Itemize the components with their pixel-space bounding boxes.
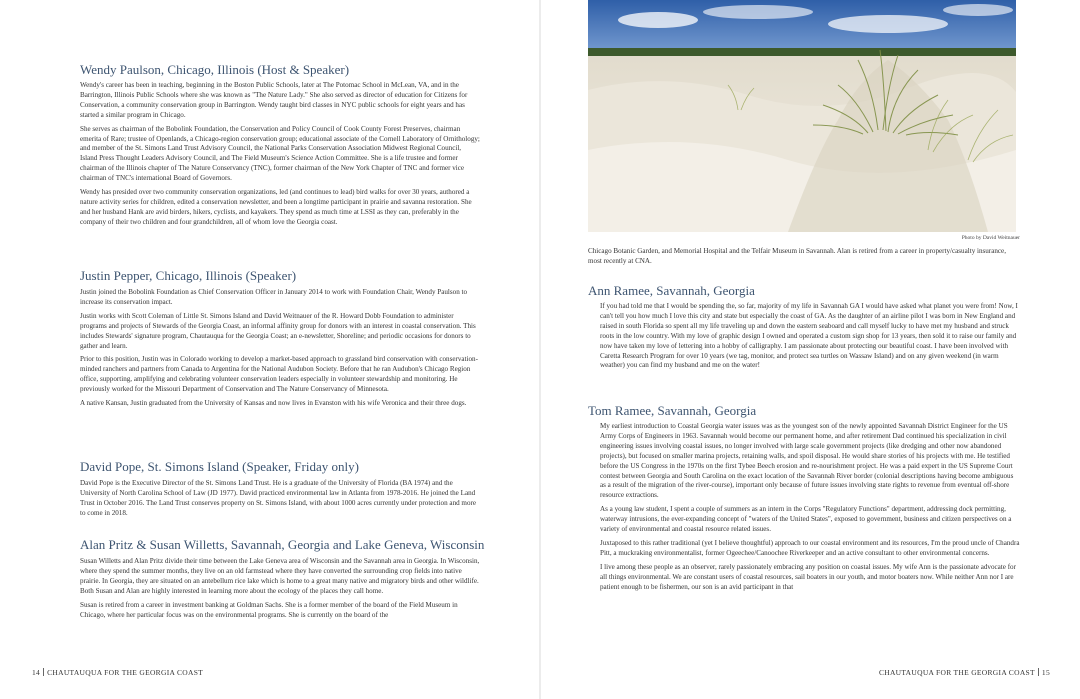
bio-paragraph: Justin joined the Bobolink Foundation as Chief Conservation Officer in January 2014 to work with Foundation Chair, Wendy Paulson to increase its conservation impact. xyxy=(80,288,468,306)
bio-heading: Alan Pritz & Susan Willetts, Savannah, Georgia and Lake Geneva, Wisconsin xyxy=(80,537,485,552)
bio-heading: Justin Pepper, Chicago, Illinois (Speaker) xyxy=(80,268,297,283)
dune-photo xyxy=(588,0,1016,232)
footer-title: CHAUTAUQUA FOR THE GEORGIA COAST xyxy=(878,668,1035,677)
right-page xyxy=(540,0,1080,699)
photo-credit: Photo by David Weitnauer xyxy=(961,235,1020,241)
bio-paragraph: Wendy has presided over two community conservation organizations, led (and continues to lead) bird walks for over 30 years, authored a nature activity series for children, edited a conservation newsletter, and been a longtime participant in prairie and savanna restoration. She and her husband Hank are avid birders, hikers, cyclists, and kayakers. They spend as much time at LSSI as they can, preferably in the company of their two children and four grandchildren, all of whom love the Georgia coast. xyxy=(80,188,472,226)
bio-paragraph: As a young law student, I spent a couple of summers as an intern in the Corps "Regulatory Functions" department, addressing dock permitting, waterway intrusions, the ever-expanding concept of "waters of the United States", exposed to government, business and citizen perspectives on a variety of environmental and coastal resource related issues. xyxy=(600,505,1012,534)
bio-paragraph: Prior to this position, Justin was in Colorado working to develop a market-based approach to grassland bird conservation with conservation-minded ranchers and partners from Canada to Argentina for the National Audubon Society. Before that he ran Audubon's Chicago Region office, supporting, amplifying and celebrating volunteer conservation leaders especially in volunteer stewardship and monitoring. He previously worked for the Missouri Department of Conservation and The Nature Conservancy of Minnesota. xyxy=(80,355,478,394)
bio-heading: Wendy Paulson, Chicago, Illinois (Host & Speaker) xyxy=(80,62,350,77)
bio-continuation xyxy=(588,247,1020,267)
bio-paragraph: A native Kansan, Justin graduated from the University of Kansas and now lives in Evanston with his wife Veronica and their three dogs. xyxy=(80,399,467,408)
bio-heading: Ann Ramee, Savannah, Georgia xyxy=(588,283,755,298)
left-footer xyxy=(32,668,203,677)
bio-justin-pepper xyxy=(80,268,480,409)
bio-paragraph: She serves as chairman of the Bobolink Foundation, the Conservation and Policy Council of Cook County Forest Preserves, chairman emerita of Rare; trustee of Openlands, a Chicago-region conservation group; educational associate of the Cornell Laboratory of Ornithology; and member of the St. Simons Land Trust Advisory Council, the National Parks Conservation Association Midwest Regional Council, Island Press Thought Leaders Advisory Council, and The Field Museum's Science Action Committee. She is a life trustee and former chairman of the Illinois chapter of The Nature Conservancy (TNC), former chairman of the New York Chapter of TNC and former vice chairman of TNC's international Board of Governors. xyxy=(80,124,480,183)
bio-wendy-paulson xyxy=(80,62,480,228)
footer-divider xyxy=(1038,668,1039,676)
bio-paragraph: If you had told me that I would be spending the, so far, majority of my life in Savannah GA I would have asked what planet you were from! Now, I can't tell you how much I love this city and state but especially the coast of GA. As the daughter of an airline pilot I was born in New England and raised in south Florida so spent all my life traveling up and down the eastern seaboard and call myself lucky to have met my husband and struck roots in the low country. With my love of graphic design I owned and operated a custom sign shop for 13 years, then sold it to raise our family and now have taken my love of lettering into a hobby of calligraphy. I am passionate about protecting our beautiful coast. I have been involved with Caretta Research Program for over 10 years (we tag, monitor, and protect sea turtles on Wassaw Island) and on any given weekend (in warm weather) you can find my husband and me on the water! xyxy=(600,302,1018,370)
bio-heading: David Pope, St. Simons Island (Speaker, Friday only) xyxy=(80,459,359,474)
bio-tom-ramee xyxy=(588,403,1020,593)
bio-paragraph: Juxtaposed to this rather traditional (yet I believe thoughtful) approach to our coastal environment and its resources, I'm the proud uncle of Chandra Pitt, a muckraking environmentalist, former Ogeechee/Canoochee Riverkeeper and an active consultant to other environmental concerns. xyxy=(600,538,1020,557)
footer-divider xyxy=(43,668,44,676)
page-number: 15 xyxy=(1041,668,1050,677)
bio-heading: Tom Ramee, Savannah, Georgia xyxy=(588,403,757,418)
bio-pritz-willetts xyxy=(80,537,485,620)
bio-paragraph: David Pope is the Executive Director of the St. Simons Land Trust. He is a graduate of the University of Florida (BA 1974) and the University of North Carolina School of Law (JD 1977). David practiced environmental law in Atlanta from 1978-2016. He joined the Land Trust in October 2016. The Land Trust conserves property on St. Simons Island, with about 1000 acres currently under protection and more to come in 2018. xyxy=(80,479,477,517)
bio-paragraph: Susan is retired from a career in investment banking at Goldman Sachs. She is a former member of the board of the Field Museum in Chicago, where her particular focus was on the environmental programs. She is currently on the board of the xyxy=(80,600,458,619)
bio-paragraph: My earliest introduction to Coastal Georgia water issues was as the youngest son of the newly appointed Savannah District Engineer for the US Army Corps of Engineers in 1963. Savannah would become our permanent home, and after retirement Dad continued his specialization in civil engineering issues involving coastal issues, no longer involved with large scale government projects (like dredging and other now abandoned projects), but focused on smaller marina projects, retaining walls, and spoil disposal. He would share stories of his projects with me. He testified before the US Congress in the 1970s on the first Tybee Beech erosion and re-nourishment project. He was a paid expert in the US Supreme Court contest between Georgia and South Carolina on the exact location of the Savannah River border (colonial descriptions having become ambiguous as a result of the migration of the river-course), important only because of future issues involving state rights to revenue from eventual off-shore resource extractions. xyxy=(600,422,1014,500)
bio-paragraph: Chicago Botanic Garden, and Memorial Hospital and the Telfair Museum in Savannah. Alan is retired from a career in property/casualty insurance, most recently at CNA. xyxy=(588,247,1006,265)
bio-david-pope xyxy=(80,459,480,519)
footer-title: CHAUTAUQUA FOR THE GEORGIA COAST xyxy=(47,668,204,677)
bio-ann-ramee xyxy=(588,283,1020,371)
bio-paragraph: Wendy's career has been in teaching, beginning in the Boston Public Schools, later at The Potomac School in McLean, VA, and in the Barrington, Illinois Public Schools where she was known as "The Nature Lady." She also served as director of education for Citizens for Conservation, a community conservation group in Barrington. Wendy taught bird classes in NYC public schools for eight years and has started a similar program in Chicago. xyxy=(80,81,468,119)
page-number: 14 xyxy=(32,668,41,677)
bio-paragraph: I live among these people as an observer, rarely passionately embracing any position on coastal issues. My wife Ann is the passionate advocate for all things environmental. We are constant users of coastal resources, sail boaters in our youth, and motor boaters now. While neither Ann nor I are patient enough to be fishermen, our son is an avid participant in that xyxy=(600,562,1016,591)
bio-paragraph: Susan Willetts and Alan Pritz divide their time between the Lake Geneva area of Wisconsin and the Savannah area in Georgia. In Wisconsin, where they spend the summer months, they live on an old farmstead where they have converted the surrounding crop fields into native prairie. In Georgia, they are situated on an antebellum rice lake which is home to a great many native and migratory birds and other wildlife. Both Susan and Alan are highly interested in learning more about the ecology of the places they call home. xyxy=(80,557,480,595)
right-footer xyxy=(879,668,1050,677)
bio-paragraph: Justin works with Scott Coleman of Little St. Simons Island and David Weitnauer of the R. Howard Dobb Foundation to administer programs and projects of Stewards of the Georgia Coast, an informal affinity group for donors with an interest in coastal conservation. This includes Stewards' signature program, Chautauqua for the Georgia Coast; an e-newsletter, Shoreline; and periodic occasions for donors to gather and learn. xyxy=(80,311,476,350)
